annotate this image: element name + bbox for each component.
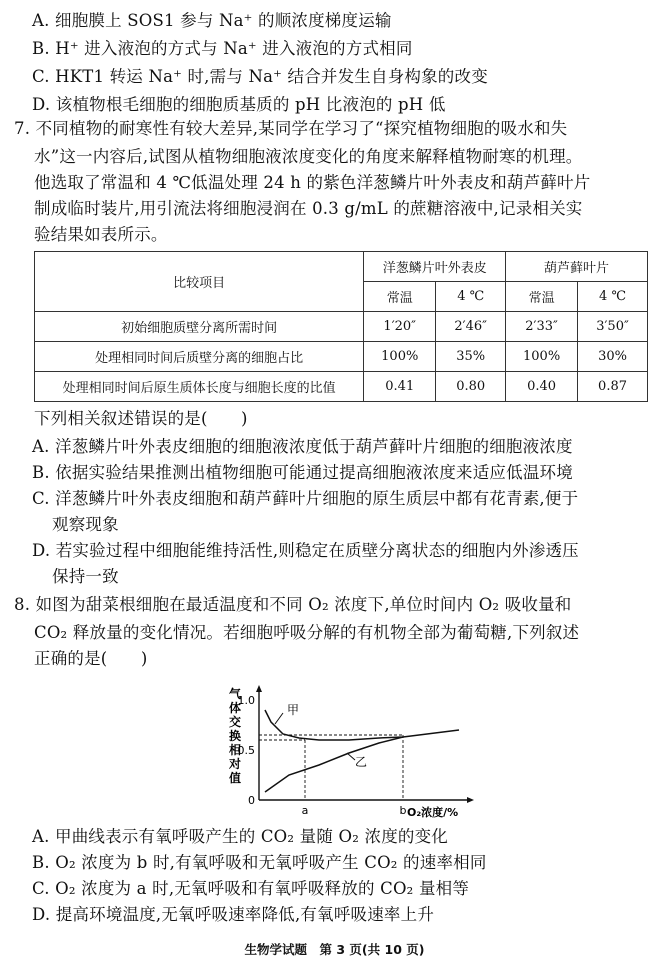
y-axis-label-char: 体 (228, 701, 242, 715)
q8-stem-line-1: 8. 如图为甜菜根细胞在最适温度和不同 O₂ 浓度下,单位时间内 O₂ 吸收量和 (14, 595, 572, 614)
table-cell: 0.87 (578, 372, 648, 402)
q7-stem-line-3: 他选取了常温和 4 ℃低温处理 24 h 的紫色洋葱鳞片叶外表皮和葫芦藓叶片 (34, 173, 591, 192)
q6-option-a: A. 细胞膜上 SOS1 参与 Na⁺ 的顺浓度梯度运输 (32, 11, 392, 30)
q7-option-d-line-2: 保持一致 (52, 567, 119, 586)
q7-stem-line-2: 水”这一内容后,试图从植物细胞液浓度变化的角度来解释植物耐寒的机理。 (34, 147, 583, 166)
y-axis-label-char: 气 (228, 687, 242, 701)
table-subheader: 常温 (364, 282, 436, 312)
series-label-yi: 乙 (355, 755, 368, 769)
y-tick-label: 1.0 (237, 694, 255, 707)
table-row (35, 342, 648, 372)
q6-option-d: D. 该植物根毛细胞的细胞质基质的 pH 比液泡的 pH 低 (32, 95, 446, 114)
y-axis-label-char: 交 (228, 715, 242, 729)
q7-question: 下列相关叙述错误的是( ) (34, 409, 248, 428)
table-cell: 100% (506, 342, 578, 372)
table-cell: 0.41 (364, 372, 436, 402)
curve-yi (265, 737, 403, 792)
reference-lines (259, 735, 403, 800)
q8-option-a: A. 甲曲线表示有氧呼吸产生的 CO₂ 量随 O₂ 浓度的变化 (32, 827, 448, 846)
q8-option-c: C. O₂ 浓度为 a 时,无氧呼吸和有氧呼吸释放的 CO₂ 量相等 (32, 879, 470, 898)
y-axis-label-char: 换 (228, 729, 242, 743)
y-axis-label-char: 相 (228, 743, 242, 757)
page-footer: 生物学试题 第 3 页(共 10 页) (244, 942, 425, 957)
x-tick-label: b (399, 804, 407, 817)
table-cell: 0.80 (436, 372, 506, 402)
q7-stem-line-5: 验结果如表所示。 (34, 225, 168, 244)
leader-line-jia (275, 713, 283, 724)
q8-gas-exchange-chart (205, 684, 475, 824)
x-tick-label: a (301, 804, 309, 817)
table-subheader: 4 ℃ (578, 282, 648, 312)
table-corner-cell: 比较项目 (35, 252, 364, 312)
table-header-row (35, 252, 648, 282)
table-group-onion: 洋葱鳞片叶外表皮 (364, 252, 506, 282)
q7-results-table (34, 251, 648, 402)
table-row-label: 处理相同时间后质壁分离的细胞占比 (35, 342, 364, 372)
q8-option-d: D. 提高环境温度,无氧呼吸速率降低,有氧呼吸速率上升 (32, 905, 435, 924)
q6-option-c: C. HKT1 转运 Na⁺ 时,需与 Na⁺ 结合并发生自身构象的改变 (32, 67, 488, 86)
table-cell: 30% (578, 342, 648, 372)
q7-option-c-line-2: 观察现象 (52, 515, 119, 534)
table-row-label: 初始细胞质壁分离所需时间 (35, 312, 364, 342)
table-row-label: 处理相同时间后原生质体长度与细胞长度的比值 (35, 372, 364, 402)
table-cell: 2′46″ (436, 312, 506, 342)
q8-option-b: B. O₂ 浓度为 b 时,有氧呼吸和无氧呼吸产生 CO₂ 的速率相同 (32, 853, 487, 872)
q7-stem-line-1: 7. 不同植物的耐寒性有较大差异,某同学在学习了“探究植物细胞的吸水和失 (14, 119, 568, 138)
table-cell: 2′33″ (506, 312, 578, 342)
leader-line-yi (347, 753, 355, 760)
table-cell: 35% (436, 342, 506, 372)
q7-option-c-line-1: C. 洋葱鳞片叶外表皮细胞和葫芦藓叶片细胞的原生质层中都有花青素,便于 (32, 489, 579, 508)
q7-option-b: B. 依据实验结果推测出植物细胞可能通过提高细胞液浓度来适应低温环境 (32, 463, 573, 482)
q8-stem-line-2: CO₂ 释放量的变化情况。若细胞呼吸分解的有机物全部为葡萄糖,下列叙述 (34, 623, 580, 642)
q8-stem-line-3: 正确的是( ) (34, 649, 148, 668)
table-cell: 100% (364, 342, 436, 372)
series-label-jia: 甲 (287, 703, 300, 717)
table-subheader: 4 ℃ (436, 282, 506, 312)
table-row (35, 372, 648, 402)
x-axis-arrow (467, 797, 474, 803)
y-tick-label: 0.5 (237, 744, 255, 757)
y-axis-arrow (256, 685, 262, 692)
table-group-moss: 葫芦藓叶片 (506, 252, 648, 282)
y-axis-label-char: 对 (228, 757, 242, 771)
q7-option-a: A. 洋葱鳞片叶外表皮细胞的细胞液浓度低于葫芦藓叶片细胞的细胞液浓度 (32, 437, 573, 456)
table-cell: 3′50″ (578, 312, 648, 342)
q7-option-d-line-1: D. 若实验过程中细胞能维持活性,则稳定在质壁分离状态的细胞内外渗透压 (32, 541, 579, 560)
table-cell: 1′20″ (364, 312, 436, 342)
x-axis-label: O₂浓度/% (407, 806, 459, 819)
y-axis-label-char: 值 (228, 771, 242, 785)
q6-option-b: B. H⁺ 进入液泡的方式与 Na⁺ 进入液泡的方式相同 (32, 39, 413, 58)
table-cell: 0.40 (506, 372, 578, 402)
origin-label: 0 (248, 794, 255, 807)
table-row (35, 312, 648, 342)
q7-stem-line-4: 制成临时装片,用引流法将细胞浸润在 0.3 g/mL 的蔗糖溶液中,记录相关实 (34, 199, 583, 218)
table-subheader: 常温 (506, 282, 578, 312)
